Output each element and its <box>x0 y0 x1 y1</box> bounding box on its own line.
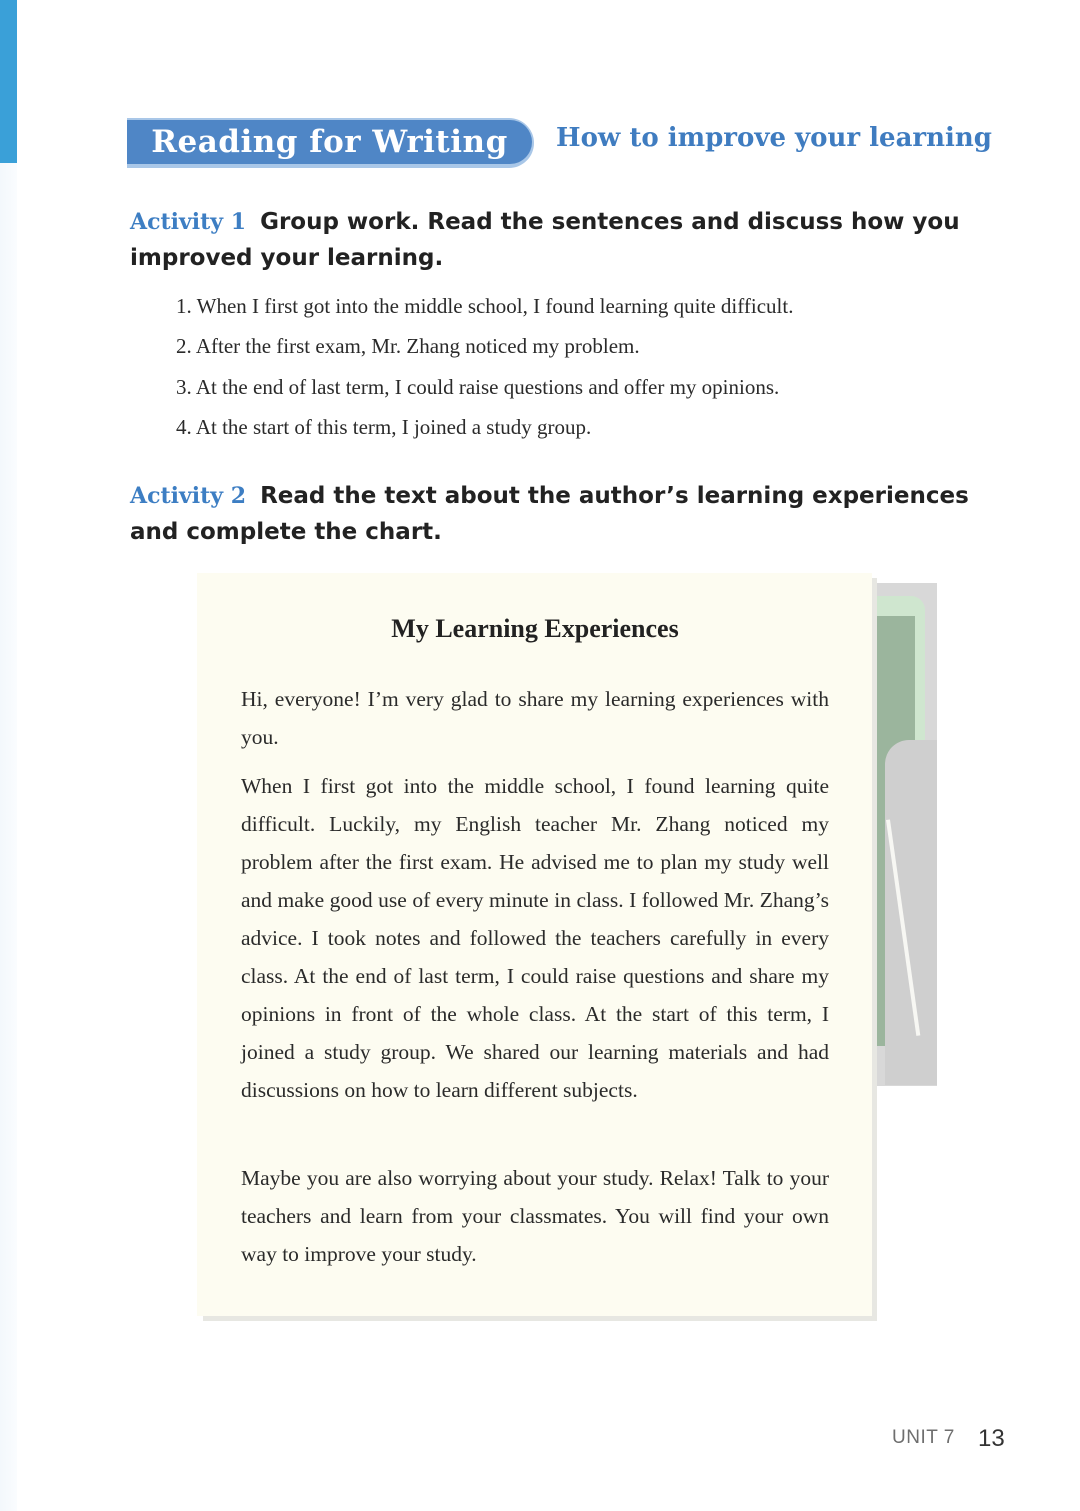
activity-1-label: Activity 1 <box>130 209 247 235</box>
section-accent-bar <box>0 0 17 163</box>
section-title: Reading for Writing <box>151 124 508 160</box>
section-banner-inner <box>127 120 532 164</box>
list-item: 3. At the end of last term, I could raise questions and offer my opinions. <box>176 374 780 399</box>
passage-paragraph: When I first got into the middle school, I found learning quite difficult. Luckily, my English teacher Mr. Zhang noticed my problem after the first exam. He advised me to plan my study well and make good use of every minute in class. I followed Mr. Zhang’s advice. I took notes and followed the teachers carefully in every class. At the end of last term, I could raise questions and share my opinions in front of the whole class. At the start of this term, I joined a study group. We shared our learning materials and had discussions on how to learn different subjects. <box>241 774 829 1102</box>
page-edge <box>0 0 17 1511</box>
passage-paragraph: Maybe you are also worrying about your study. Relax! Talk to your teachers and learn from your classmates. You will find your own way to improve your study. <box>241 1166 829 1266</box>
list-item: 1. When I first got into the middle school, I found learning quite difficult. <box>176 294 794 318</box>
section-banner <box>127 118 534 168</box>
unit-label: UNIT 7 <box>892 1427 955 1448</box>
passage-title: My Learning Experiences <box>391 614 679 643</box>
activity-1-instruction: Group work. Read the sentences and discuss how you improved your learning. <box>130 209 960 271</box>
activity-2 <box>130 478 1010 550</box>
list-item: 2. After the first exam, Mr. Zhang noticed my problem. <box>176 334 640 359</box>
sentence-list <box>176 286 793 447</box>
activity-2-label: Activity 2 <box>130 483 247 509</box>
passage-paragraph: Hi, everyone! I’m very glad to share my learning experiences with you. <box>241 687 829 749</box>
list-item: 4. At the start of this term, I joined a study group. <box>176 414 592 439</box>
section-subtitle: How to improve your learning <box>556 123 992 153</box>
classroom-photo-figure <box>885 740 937 1085</box>
activity-2-instruction: Read the text about the author’s learning experiences and complete the chart. <box>130 483 969 545</box>
activity-1 <box>130 204 1010 276</box>
page-number: 13 <box>978 1425 1005 1452</box>
